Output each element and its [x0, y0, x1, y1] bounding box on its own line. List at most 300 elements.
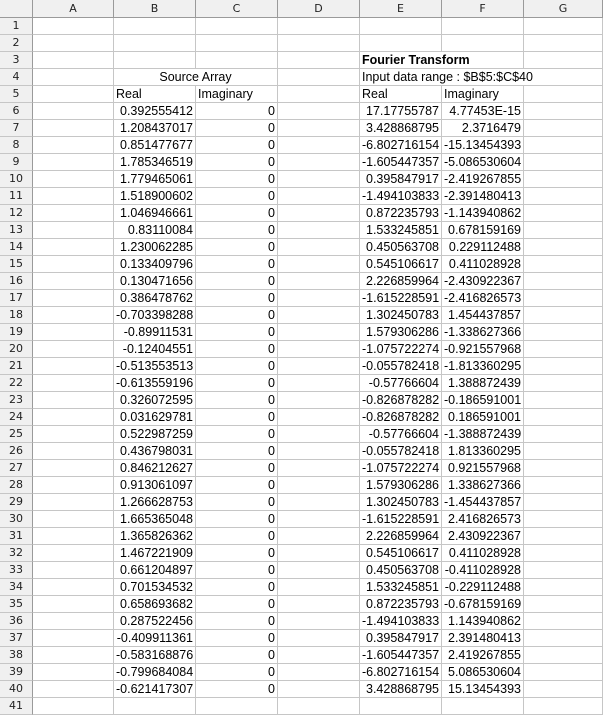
row-header[interactable]: 41	[0, 698, 33, 715]
cell-d[interactable]	[278, 69, 360, 86]
cell-a[interactable]	[33, 392, 114, 409]
cell-a[interactable]	[33, 579, 114, 596]
cell-g[interactable]	[524, 494, 603, 511]
cell-g[interactable]	[524, 596, 603, 613]
row-header[interactable]: 10	[0, 171, 33, 188]
fourier-real-value[interactable]: -6.802716154	[360, 137, 442, 154]
cell-a[interactable]	[33, 137, 114, 154]
cell-a[interactable]	[33, 477, 114, 494]
cell-a[interactable]	[33, 120, 114, 137]
cell-g[interactable]	[524, 579, 603, 596]
column-header-f[interactable]: F	[442, 0, 524, 17]
cell-g[interactable]	[524, 545, 603, 562]
fourier-real-value[interactable]: 0.450563708	[360, 239, 442, 256]
cell-g[interactable]	[524, 154, 603, 171]
fourier-imag-value[interactable]: 2.391480413	[442, 630, 524, 647]
cell-a[interactable]	[33, 222, 114, 239]
cell-g[interactable]	[524, 256, 603, 273]
source-imag-value[interactable]: 0	[196, 222, 278, 239]
source-real-value[interactable]: 1.230062285	[114, 239, 196, 256]
source-imag-value[interactable]: 0	[196, 256, 278, 273]
source-real-value[interactable]: -0.799684084	[114, 664, 196, 681]
source-array-title[interactable]: Source Array	[114, 69, 278, 86]
cell-d[interactable]	[278, 188, 360, 205]
row-header[interactable]: 20	[0, 341, 33, 358]
fourier-imag-value[interactable]: -0.186591001	[442, 392, 524, 409]
cell-g[interactable]	[524, 290, 603, 307]
source-imag-value[interactable]: 0	[196, 137, 278, 154]
row-header[interactable]: 31	[0, 528, 33, 545]
column-header-c[interactable]: C	[196, 0, 278, 17]
fourier-imag-value[interactable]: -15.13454393	[442, 137, 524, 154]
source-imag-value[interactable]: 0	[196, 188, 278, 205]
cell-f[interactable]	[442, 698, 524, 715]
row-header[interactable]: 1	[0, 18, 33, 35]
row-header[interactable]: 29	[0, 494, 33, 511]
fourier-real-value[interactable]: 1.579306286	[360, 324, 442, 341]
cell-g[interactable]	[524, 698, 603, 715]
cell-g[interactable]	[524, 409, 603, 426]
fourier-real-value[interactable]: 3.428868795	[360, 681, 442, 698]
cell-g[interactable]	[524, 137, 603, 154]
fourier-imag-value[interactable]: 0.921557968	[442, 460, 524, 477]
fourier-imag-value[interactable]: -0.678159169	[442, 596, 524, 613]
cell-d[interactable]	[278, 511, 360, 528]
cell-d[interactable]	[278, 528, 360, 545]
cell-a[interactable]	[33, 86, 114, 103]
source-real-value[interactable]: 1.785346519	[114, 154, 196, 171]
cell-e[interactable]	[360, 18, 442, 35]
fourier-real-value[interactable]: 0.395847917	[360, 171, 442, 188]
cell-g[interactable]	[524, 307, 603, 324]
fourier-real-value[interactable]: 2.226859964	[360, 273, 442, 290]
cell-a[interactable]	[33, 239, 114, 256]
source-real-value[interactable]: 1.665365048	[114, 511, 196, 528]
cell-g[interactable]	[524, 341, 603, 358]
fourier-real-value[interactable]: 0.545106617	[360, 256, 442, 273]
row-header[interactable]: 13	[0, 222, 33, 239]
source-imag-value[interactable]: 0	[196, 511, 278, 528]
source-real-header[interactable]: Real	[114, 86, 196, 103]
source-imag-value[interactable]: 0	[196, 154, 278, 171]
source-imag-value[interactable]: 0	[196, 596, 278, 613]
cell-g[interactable]	[524, 375, 603, 392]
fourier-real-value[interactable]: -0.055782418	[360, 443, 442, 460]
source-imag-value[interactable]: 0	[196, 460, 278, 477]
source-imag-value[interactable]: 0	[196, 239, 278, 256]
column-header-e[interactable]: E	[360, 0, 442, 17]
fourier-real-value[interactable]: -0.055782418	[360, 358, 442, 375]
source-real-value[interactable]: -0.583168876	[114, 647, 196, 664]
cell-d[interactable]	[278, 562, 360, 579]
source-imag-value[interactable]: 0	[196, 528, 278, 545]
fourier-imag-value[interactable]: 0.186591001	[442, 409, 524, 426]
row-header[interactable]: 36	[0, 613, 33, 630]
source-imag-value[interactable]: 0	[196, 630, 278, 647]
fourier-real-value[interactable]: -1.605447357	[360, 647, 442, 664]
fourier-real-value[interactable]: 0.450563708	[360, 562, 442, 579]
row-header[interactable]: 4	[0, 69, 33, 86]
fourier-real-value[interactable]: 0.872235793	[360, 596, 442, 613]
cell-d[interactable]	[278, 290, 360, 307]
cell-g[interactable]	[524, 120, 603, 137]
fourier-imag-value[interactable]: 2.416826573	[442, 511, 524, 528]
fourier-real-value[interactable]: 1.302450783	[360, 494, 442, 511]
cell-b[interactable]	[114, 698, 196, 715]
cell-g[interactable]	[524, 562, 603, 579]
cell-a[interactable]	[33, 664, 114, 681]
cell-g[interactable]	[524, 86, 603, 103]
cell-d[interactable]	[278, 596, 360, 613]
source-imag-value[interactable]: 0	[196, 681, 278, 698]
fourier-real-value[interactable]: 1.579306286	[360, 477, 442, 494]
row-header[interactable]: 3	[0, 52, 33, 69]
select-all-corner[interactable]	[0, 0, 33, 17]
row-header[interactable]: 2	[0, 35, 33, 52]
fourier-imag-value[interactable]: -2.419267855	[442, 171, 524, 188]
source-real-value[interactable]: -0.12404551	[114, 341, 196, 358]
fourier-real-value[interactable]: 3.428868795	[360, 120, 442, 137]
cell-e[interactable]	[360, 698, 442, 715]
fourier-real-value[interactable]: -1.605447357	[360, 154, 442, 171]
row-header[interactable]: 21	[0, 358, 33, 375]
fourier-imag-value[interactable]: -1.388872439	[442, 426, 524, 443]
cell-a[interactable]	[33, 562, 114, 579]
cell-g[interactable]	[524, 511, 603, 528]
fourier-imag-value[interactable]: -1.454437857	[442, 494, 524, 511]
cell-e[interactable]	[360, 69, 533, 86]
source-real-value[interactable]: -0.513553513	[114, 358, 196, 375]
source-real-value[interactable]: 1.266628753	[114, 494, 196, 511]
fourier-real-value[interactable]: -1.494103833	[360, 613, 442, 630]
cell-a[interactable]	[33, 596, 114, 613]
cell-g[interactable]	[524, 528, 603, 545]
cell-g[interactable]	[524, 358, 603, 375]
fourier-imag-value[interactable]: -1.813360295	[442, 358, 524, 375]
source-real-value[interactable]: 1.518900602	[114, 188, 196, 205]
cell-d[interactable]	[278, 613, 360, 630]
cell-g[interactable]	[524, 630, 603, 647]
row-header[interactable]: 35	[0, 596, 33, 613]
cell-b[interactable]	[114, 35, 196, 52]
cell-e[interactable]	[360, 35, 442, 52]
cell-d[interactable]	[278, 273, 360, 290]
fourier-imag-value[interactable]: 0.411028928	[442, 545, 524, 562]
cell-a[interactable]	[33, 188, 114, 205]
cell-g[interactable]	[524, 103, 603, 120]
cell-d[interactable]	[278, 324, 360, 341]
cell-b[interactable]	[114, 52, 196, 69]
source-real-value[interactable]: 0.133409796	[114, 256, 196, 273]
cell-f[interactable]	[442, 18, 524, 35]
row-header[interactable]: 9	[0, 154, 33, 171]
row-header[interactable]: 7	[0, 120, 33, 137]
fourier-imag-value[interactable]: 1.143940862	[442, 613, 524, 630]
cell-a[interactable]	[33, 256, 114, 273]
row-header[interactable]: 12	[0, 205, 33, 222]
source-real-value[interactable]: 0.436798031	[114, 443, 196, 460]
source-imag-value[interactable]: 0	[196, 443, 278, 460]
source-imag-value[interactable]: 0	[196, 579, 278, 596]
fourier-real-value[interactable]: -1.494103833	[360, 188, 442, 205]
fourier-imag-value[interactable]: -0.921557968	[442, 341, 524, 358]
cell-d[interactable]	[278, 579, 360, 596]
source-imag-value[interactable]: 0	[196, 664, 278, 681]
cell-g[interactable]	[524, 443, 603, 460]
cell-d[interactable]	[278, 698, 360, 715]
cell-d[interactable]	[278, 647, 360, 664]
cell-a[interactable]	[33, 698, 114, 715]
row-header[interactable]: 37	[0, 630, 33, 647]
row-header[interactable]: 18	[0, 307, 33, 324]
fourier-real-value[interactable]: 2.226859964	[360, 528, 442, 545]
cell-g[interactable]	[524, 52, 603, 69]
cell-d[interactable]	[278, 341, 360, 358]
cell-g[interactable]	[524, 188, 603, 205]
cell-c[interactable]	[196, 18, 278, 35]
cell-a[interactable]	[33, 103, 114, 120]
row-header[interactable]: 25	[0, 426, 33, 443]
source-real-value[interactable]: 0.83110084	[114, 222, 196, 239]
source-imag-value[interactable]: 0	[196, 375, 278, 392]
fourier-real-value[interactable]: 1.302450783	[360, 307, 442, 324]
source-imag-header[interactable]: Imaginary	[196, 86, 278, 103]
fourier-imag-value[interactable]: -2.430922367	[442, 273, 524, 290]
row-header[interactable]: 22	[0, 375, 33, 392]
source-imag-value[interactable]: 0	[196, 341, 278, 358]
source-real-value[interactable]: 0.661204897	[114, 562, 196, 579]
fourier-imag-value[interactable]: -0.229112488	[442, 579, 524, 596]
cell-d[interactable]	[278, 239, 360, 256]
cell-d[interactable]	[278, 545, 360, 562]
source-imag-value[interactable]: 0	[196, 103, 278, 120]
cell-a[interactable]	[33, 613, 114, 630]
fourier-real-value[interactable]: -6.802716154	[360, 664, 442, 681]
source-imag-value[interactable]: 0	[196, 392, 278, 409]
source-real-value[interactable]: 1.467221909	[114, 545, 196, 562]
source-real-value[interactable]: 0.846212627	[114, 460, 196, 477]
cell-d[interactable]	[278, 494, 360, 511]
row-header[interactable]: 5	[0, 86, 33, 103]
cell-a[interactable]	[33, 511, 114, 528]
cell-g[interactable]	[524, 477, 603, 494]
row-header[interactable]: 6	[0, 103, 33, 120]
fourier-imag-value[interactable]: 4.77453E-15	[442, 103, 524, 120]
cell-d[interactable]	[278, 103, 360, 120]
cell-d[interactable]	[278, 52, 360, 69]
cell-a[interactable]	[33, 528, 114, 545]
source-real-value[interactable]: 1.779465061	[114, 171, 196, 188]
cell-d[interactable]	[278, 205, 360, 222]
source-real-value[interactable]: 1.365826362	[114, 528, 196, 545]
fourier-real-value[interactable]: -0.826878282	[360, 409, 442, 426]
fourier-real-value[interactable]: -0.57766604	[360, 375, 442, 392]
cell-a[interactable]	[33, 205, 114, 222]
cell-g[interactable]	[524, 392, 603, 409]
fourier-real-value[interactable]: -1.615228591	[360, 290, 442, 307]
cell-g[interactable]	[524, 324, 603, 341]
cell-d[interactable]	[278, 426, 360, 443]
row-header[interactable]: 38	[0, 647, 33, 664]
cell-g[interactable]	[524, 239, 603, 256]
cell-a[interactable]	[33, 273, 114, 290]
cell-g[interactable]	[524, 681, 603, 698]
fourier-imag-value[interactable]: 0.678159169	[442, 222, 524, 239]
cell-d[interactable]	[278, 256, 360, 273]
row-header[interactable]: 34	[0, 579, 33, 596]
row-header[interactable]: 16	[0, 273, 33, 290]
source-real-value[interactable]: 0.130471656	[114, 273, 196, 290]
fourier-real-value[interactable]: 1.533245851	[360, 222, 442, 239]
row-header[interactable]: 26	[0, 443, 33, 460]
fourier-imag-value[interactable]: -2.416826573	[442, 290, 524, 307]
column-header-b[interactable]: B	[114, 0, 196, 17]
cell-d[interactable]	[278, 222, 360, 239]
fourier-imag-value[interactable]: 2.419267855	[442, 647, 524, 664]
source-real-value[interactable]: -0.621417307	[114, 681, 196, 698]
source-real-value[interactable]: 0.851477677	[114, 137, 196, 154]
cell-g[interactable]	[524, 69, 603, 86]
cell-d[interactable]	[278, 375, 360, 392]
source-imag-value[interactable]: 0	[196, 290, 278, 307]
cell-a[interactable]	[33, 52, 114, 69]
source-imag-value[interactable]: 0	[196, 205, 278, 222]
fourier-real-value[interactable]: 1.533245851	[360, 579, 442, 596]
fourier-real-value[interactable]: -0.826878282	[360, 392, 442, 409]
column-header-a[interactable]: A	[33, 0, 114, 17]
cell-d[interactable]	[278, 392, 360, 409]
source-real-value[interactable]: 0.658693682	[114, 596, 196, 613]
source-imag-value[interactable]: 0	[196, 171, 278, 188]
fourier-real-value[interactable]: -1.075722274	[360, 460, 442, 477]
source-real-value[interactable]: 0.522987259	[114, 426, 196, 443]
cell-g[interactable]	[524, 273, 603, 290]
row-header[interactable]: 40	[0, 681, 33, 698]
fourier-real-header[interactable]: Real	[360, 86, 442, 103]
source-imag-value[interactable]: 0	[196, 307, 278, 324]
cell-d[interactable]	[278, 18, 360, 35]
row-header[interactable]: 39	[0, 664, 33, 681]
cell-a[interactable]	[33, 426, 114, 443]
row-header[interactable]: 28	[0, 477, 33, 494]
cell-a[interactable]	[33, 171, 114, 188]
row-header[interactable]: 11	[0, 188, 33, 205]
row-header[interactable]: 19	[0, 324, 33, 341]
source-imag-value[interactable]: 0	[196, 358, 278, 375]
cell-f[interactable]	[442, 35, 524, 52]
source-real-value[interactable]: -0.409911361	[114, 630, 196, 647]
cell-g[interactable]	[524, 664, 603, 681]
fourier-imag-value[interactable]: 15.13454393	[442, 681, 524, 698]
row-header[interactable]: 23	[0, 392, 33, 409]
cell-g[interactable]	[524, 613, 603, 630]
cell-g[interactable]	[524, 35, 603, 52]
cell-a[interactable]	[33, 494, 114, 511]
source-imag-value[interactable]: 0	[196, 494, 278, 511]
source-real-value[interactable]: 0.913061097	[114, 477, 196, 494]
cell-a[interactable]	[33, 290, 114, 307]
fourier-real-value[interactable]: 0.545106617	[360, 545, 442, 562]
fourier-imag-value[interactable]: 1.388872439	[442, 375, 524, 392]
cell-g[interactable]	[524, 647, 603, 664]
cell-g[interactable]	[524, 18, 603, 35]
cell-a[interactable]	[33, 443, 114, 460]
row-header[interactable]: 30	[0, 511, 33, 528]
cell-d[interactable]	[278, 154, 360, 171]
source-imag-value[interactable]: 0	[196, 273, 278, 290]
fourier-imag-value[interactable]: 0.411028928	[442, 256, 524, 273]
source-real-value[interactable]: 0.287522456	[114, 613, 196, 630]
cell-a[interactable]	[33, 307, 114, 324]
cell-a[interactable]	[33, 324, 114, 341]
cell-a[interactable]	[33, 35, 114, 52]
row-header[interactable]: 14	[0, 239, 33, 256]
source-imag-value[interactable]: 0	[196, 409, 278, 426]
source-real-value[interactable]: 0.392555412	[114, 103, 196, 120]
cell-d[interactable]	[278, 171, 360, 188]
fourier-imag-header[interactable]: Imaginary	[442, 86, 524, 103]
fourier-real-value[interactable]: 0.872235793	[360, 205, 442, 222]
cell-g[interactable]	[524, 222, 603, 239]
row-header[interactable]: 17	[0, 290, 33, 307]
source-real-value[interactable]: 0.701534532	[114, 579, 196, 596]
cell-d[interactable]	[278, 409, 360, 426]
row-header[interactable]: 8	[0, 137, 33, 154]
fourier-imag-value[interactable]: 2.430922367	[442, 528, 524, 545]
fourier-imag-value[interactable]: -1.338627366	[442, 324, 524, 341]
source-real-value[interactable]: -0.89911531	[114, 324, 196, 341]
cell-d[interactable]	[278, 35, 360, 52]
fourier-imag-value[interactable]: -2.391480413	[442, 188, 524, 205]
cell-d[interactable]	[278, 477, 360, 494]
cell-g[interactable]	[524, 171, 603, 188]
source-imag-value[interactable]: 0	[196, 477, 278, 494]
cell-a[interactable]	[33, 409, 114, 426]
cell-b[interactable]	[114, 18, 196, 35]
row-header[interactable]: 24	[0, 409, 33, 426]
fourier-real-value[interactable]: -1.615228591	[360, 511, 442, 528]
cell-d[interactable]	[278, 137, 360, 154]
row-header[interactable]: 33	[0, 562, 33, 579]
source-imag-value[interactable]: 0	[196, 545, 278, 562]
fourier-real-value[interactable]: 17.17755787	[360, 103, 442, 120]
fourier-imag-value[interactable]: 1.454437857	[442, 307, 524, 324]
fourier-imag-value[interactable]: 5.086530604	[442, 664, 524, 681]
cell-a[interactable]	[33, 647, 114, 664]
fourier-imag-value[interactable]: 1.813360295	[442, 443, 524, 460]
cell-d[interactable]	[278, 460, 360, 477]
source-real-value[interactable]: 1.208437017	[114, 120, 196, 137]
cell-g[interactable]	[524, 205, 603, 222]
source-imag-value[interactable]: 0	[196, 647, 278, 664]
fourier-imag-value[interactable]: 1.338627366	[442, 477, 524, 494]
row-header[interactable]: 32	[0, 545, 33, 562]
cell-d[interactable]	[278, 443, 360, 460]
source-real-value[interactable]: -0.703398288	[114, 307, 196, 324]
source-imag-value[interactable]: 0	[196, 324, 278, 341]
fourier-real-value[interactable]: -0.57766604	[360, 426, 442, 443]
cell-c[interactable]	[196, 35, 278, 52]
fourier-real-value[interactable]: 0.395847917	[360, 630, 442, 647]
cell-a[interactable]	[33, 460, 114, 477]
source-imag-value[interactable]: 0	[196, 562, 278, 579]
cell-g[interactable]	[524, 460, 603, 477]
source-real-value[interactable]: 0.031629781	[114, 409, 196, 426]
cell-c[interactable]	[196, 698, 278, 715]
cell-d[interactable]	[278, 120, 360, 137]
row-header[interactable]: 15	[0, 256, 33, 273]
cell-g[interactable]	[524, 426, 603, 443]
